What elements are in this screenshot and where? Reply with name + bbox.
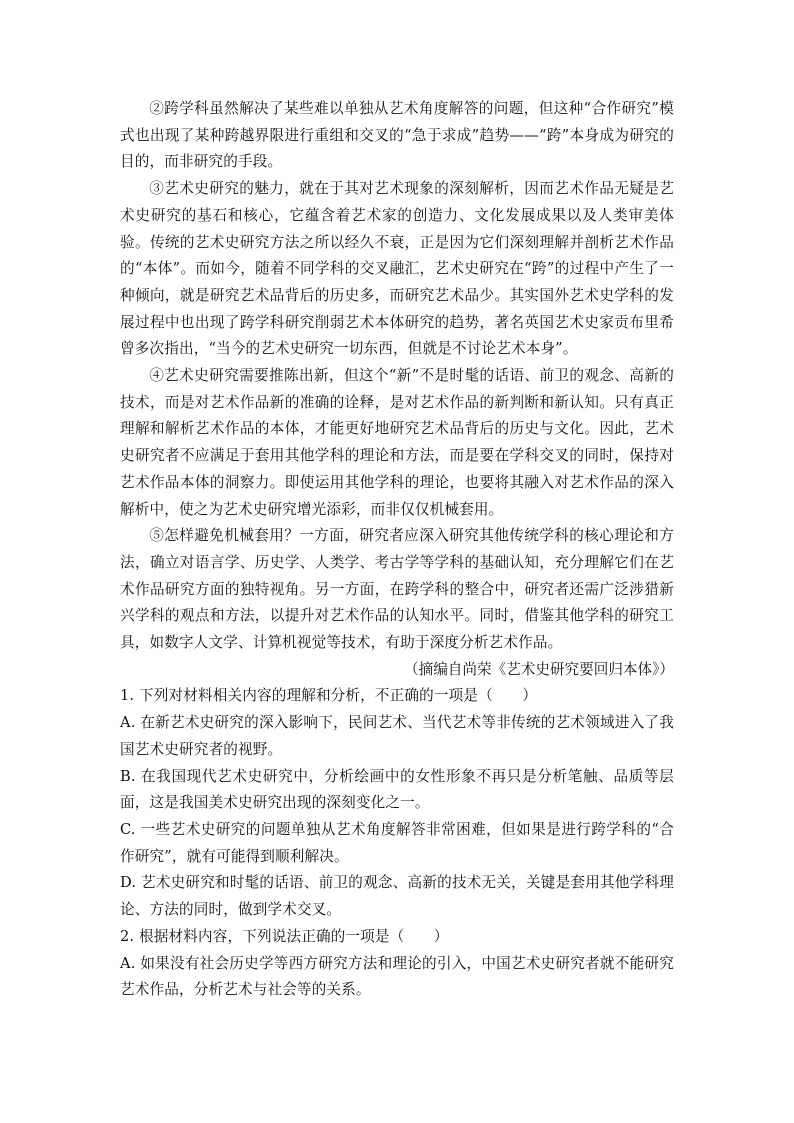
paragraph-2: ②跨学科虽然解决了某些难以单独从艺术角度解答的问题，但这种“合作研究”模式也出现了某种跨越界限进行重组和交叉的“急于求成”趋势——“跨”本身成为研究的目的，而非研究的手段。 [120,100,674,171]
paragraph-4: ④艺术史研究需要推陈出新，但这个“新”不是时髦的话语、前卫的观念、高新的技术，而是对艺术作品新的准确的诠释，是对艺术作品的新判断和新认知。只有真正理解和解析艺术作品的本体，才能更好地研究艺术品背后的历史与文化。因此，艺术史研究者不应满足于套用其他学科的理论和方法，而是要在学科交叉的同时，保持对艺术作品本体的洞察力。即使运用其他学科的理论，也要将其融入对艺术作品的深入解析中，使之为艺术史研究增光添彩，而非仅仅机械套用。 [120,367,674,518]
source-citation: （摘编自尚荣《艺术史研究要回归本体》） [404,660,674,678]
question-1-option-a: A. 在新艺术史研究的深入影响下，民间艺术、当代艺术等非传统的艺术领域进入了我国艺术史研究者的视野。 [120,714,674,758]
question-1-option-d: D. 艺术史研究和时髦的话语、前卫的观念、高新的技术无关，关键是套用其他学科理论、方法的同时，做到学术交叉。 [120,874,674,919]
paragraph-3: ③艺术史研究的魅力，就在于其对艺术现象的深刻解析，因而艺术作品无疑是艺术史研究的基石和核心，它蕴含着艺术家的创造力、文化发展成果以及人类审美体验。传统的艺术史研究方法之所以经久不衰，正是因为它们深刻理解并剖析艺术作品的“本体”。而如今，随着不同学科的交叉融汇，艺术史研究在“跨”的过程中产生了一种倾向，就是研究艺术品背后的历史多，而研究艺术品少。其实国外艺术史学科的发展过程中也出现了跨学科研究削弱艺术本体研究的趋势，著名英国艺术史家贡布里希曾多次指出，“当今的艺术史研究一切东西，但就是不讨论艺术本身”。 [120,180,674,358]
paragraph-5: ⑤怎样避免机械套用？一方面，研究者应深入研究其他传统学科的核心理论和方法，确立对语言学、历史学、人类学、考古学等学科的基础认知，充分理解它们在艺术作品研究方面的独特视角。另一方面，在跨学科的整合中，研究者还需广泛涉猎新兴学科的观点和方法，以提升对艺术作品的认知水平。同时，借鉴其他学科的研究工具，如数字人文学、计算机视觉等技术，有助于深度分析艺术作品。 [120,527,674,652]
question-2-stem: 2. 根据材料内容，下列说法正确的一项是（ ） [120,927,449,945]
question-1-stem: 1. 下列对材料相关内容的理解和分析，不正确的一项是（ ） [120,687,538,705]
question-2-option-a: A. 如果没有社会历史学等西方研究方法和理论的引入，中国艺术史研究者就不能研究艺术作品，分析艺术与社会等的关系。 [120,954,674,999]
question-1-option-b: B. 在我国现代艺术史研究中，分析绘画中的女性形象不再只是分析笔触、品质等层面，这是我国美术史研究出现的深刻变化之一。 [120,767,674,812]
question-1-option-c: C. 一些艺术史研究的问题单独从艺术角度解答非常困难，但如果是进行跨学科的“合作研究”，就有可能得到顺利解决。 [120,820,674,865]
